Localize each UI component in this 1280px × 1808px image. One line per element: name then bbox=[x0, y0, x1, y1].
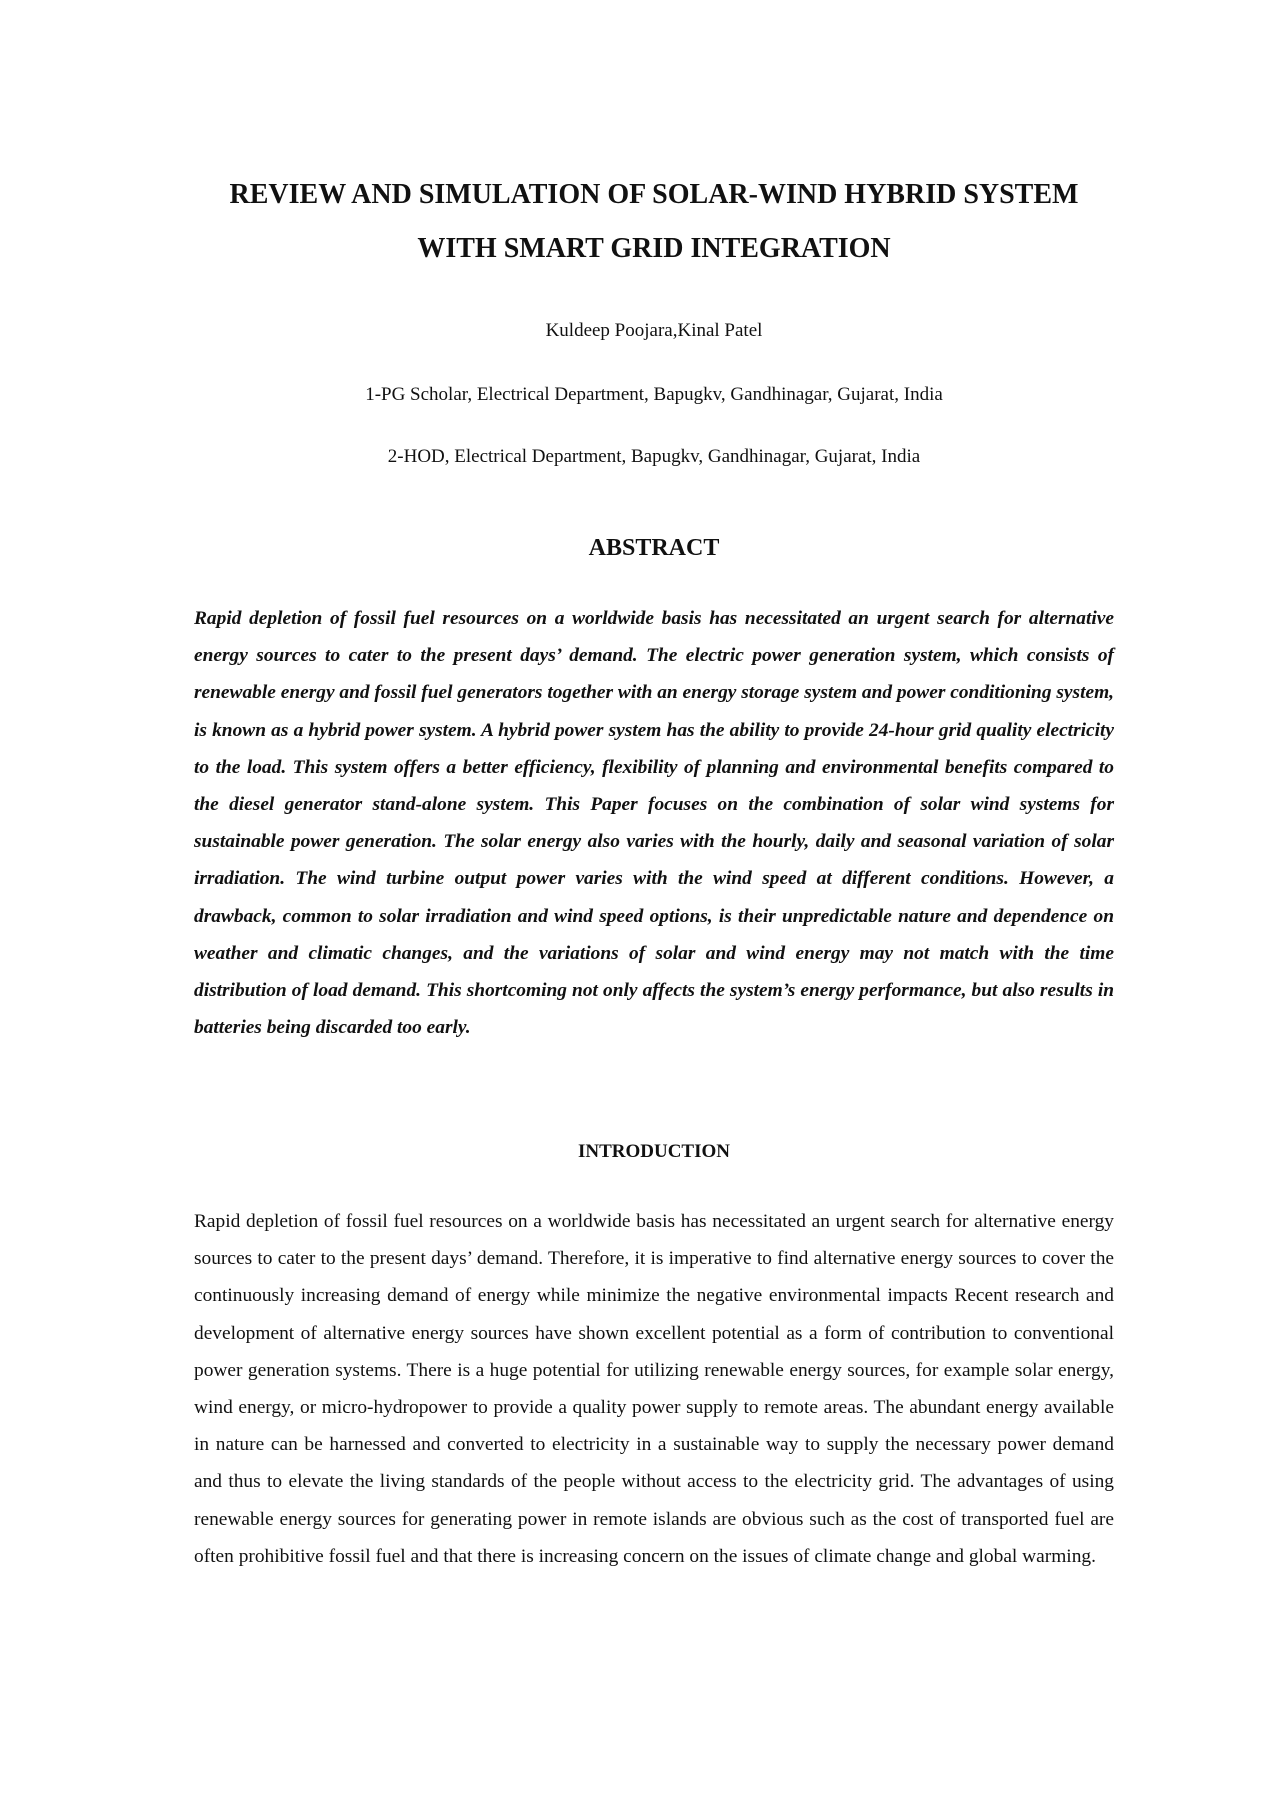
abstract-text: Rapid depletion of fossil fuel resources on a worldwide basis has necessitated an urgent search for alternative energy sources to cater to the present days’ demand. The electric power generation system, which consists of renewable energy and fossil fuel generators together with an energy storage system and power conditioning system, is known as a hybrid power system. A hybrid power system has the ability to provide 24-hour grid quality electricity to the load. This system offers a better efficiency, flexibility of planning and environmental benefits compared to the diesel generator stand-alone system. This Paper focuses on the combination of solar wind systems for sustainable power generation. The solar energy also varies with the hourly, daily and seasonal variation of solar irradiation. The wind turbine output power varies with the wind speed at different conditions. However, a drawback, common to solar irradiation and wind speed options, is their unpredictable nature and dependence on weather and climatic changes, and the variations of solar and wind energy may not match with the time distribution of load demand. This shortcoming not only affects the system’s energy performance, but also results in batteries being discarded too early. bbox=[194, 608, 1114, 1039]
affiliation-1: 1-PG Scholar, Electrical Department, Bapugkv, Gandhinagar, Gujarat, India bbox=[365, 384, 943, 405]
introduction-heading: INTRODUCTION bbox=[577, 1141, 731, 1162]
affiliation-2: 2-HOD, Electrical Department, Bapugkv, Gandhinagar, Gujarat, India bbox=[387, 446, 921, 467]
author-list: Kuldeep Poojara,Kinal Patel bbox=[545, 320, 763, 341]
paper-page bbox=[194, 0, 1114, 1808]
abstract-heading: ABSTRACT bbox=[588, 535, 720, 561]
paper-title-line-1: REVIEW AND SIMULATION OF SOLAR-WIND HYBRID SYSTEM bbox=[229, 179, 1079, 210]
paper-title bbox=[194, 168, 1114, 276]
paper-title-line-2: WITH SMART GRID INTEGRATION bbox=[417, 233, 891, 264]
introduction-text: Rapid depletion of fossil fuel resources on a worldwide basis has necessitated an urgent search for alternative energy sources to cater to the present days’ demand. Therefore, it is imperative to find alternative energy sources to cover the continuously increasing demand of energy while minimize the negative environmental impacts Recent research and development of alternative energy sources have shown excellent potential as a form of contribution to conventional power generation systems. There is a huge potential for utilizing renewable energy sources, for example solar energy, wind energy, or micro-hydropower to provide a quality power supply to remote areas. The abundant energy available in nature can be harnessed and converted to electricity in a sustainable way to supply the necessary power demand and thus to elevate the living standards of the people without access to the electricity grid. The advantages of using renewable energy sources for generating power in remote islands are obvious such as the cost of transported fuel are often prohibitive fossil fuel and that there is increasing concern on the issues of climate change and global warming. bbox=[194, 1211, 1114, 1567]
